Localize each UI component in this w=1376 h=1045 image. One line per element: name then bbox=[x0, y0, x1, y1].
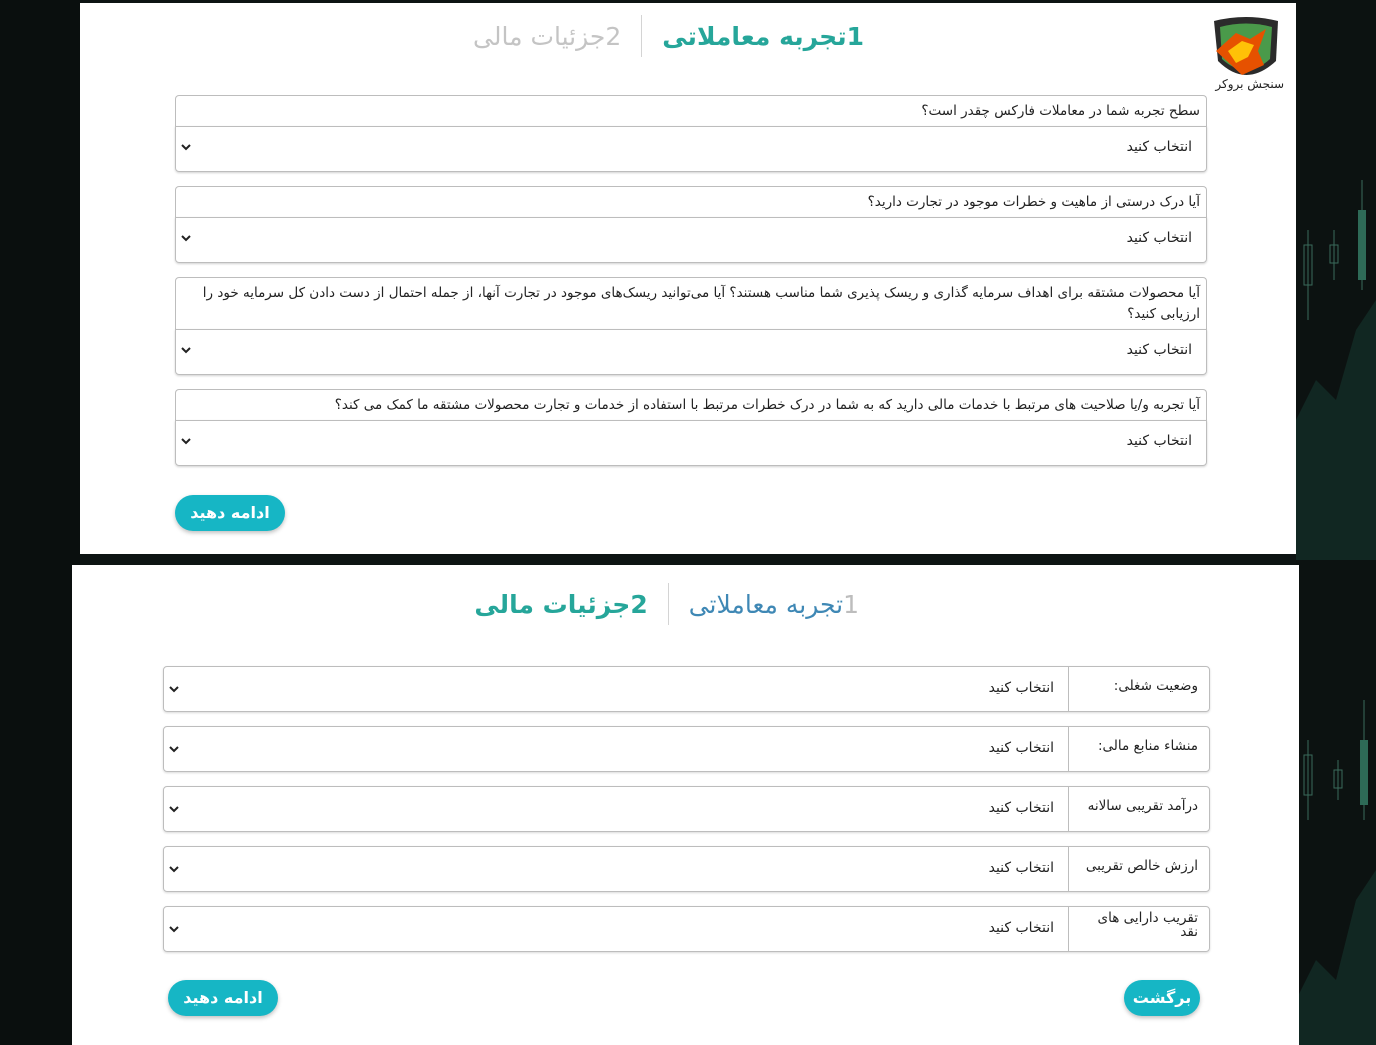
step-indicator bbox=[474, 583, 859, 625]
question-label: آیا تجربه و/یا صلاحیت های مرتبط با خدمات مالی دارید که به شما در درک خطرات مرتبط با استفاده از خدمات و تجارت محصولات مشتقه ما کمک می کند؟ bbox=[175, 389, 1207, 420]
step-financial-details[interactable]: 2جزئیات مالی bbox=[474, 589, 648, 619]
annual-income-select[interactable] bbox=[164, 787, 1068, 831]
forex-experience-select[interactable] bbox=[175, 126, 1207, 172]
field-label: تقریب دارایی های نقد bbox=[1068, 907, 1209, 951]
step-divider bbox=[641, 15, 642, 57]
step-indicator bbox=[473, 15, 864, 57]
select-value: انتخاب کنید bbox=[1126, 342, 1192, 358]
select-value: انتخاب کنید bbox=[1126, 433, 1192, 449]
source-of-funds-select[interactable] bbox=[164, 727, 1068, 771]
chevron-down-icon bbox=[168, 803, 180, 815]
step-trading-experience[interactable]: 1تجربه معاملاتی bbox=[662, 21, 864, 51]
question-label: سطح تجربه شما در معاملات فارکس چقدر است؟ bbox=[175, 95, 1207, 126]
risk-understanding-select[interactable] bbox=[175, 217, 1207, 263]
liquid-assets-select[interactable] bbox=[164, 907, 1068, 951]
back-button[interactable]: برگشت bbox=[1124, 980, 1200, 1016]
select-value: انتخاب کنید bbox=[988, 920, 1054, 936]
field-label: ارزش خالص تقریبی bbox=[1068, 847, 1209, 891]
broker-logo-text: سنجش بروکر bbox=[1215, 77, 1284, 91]
select-value: انتخاب کنید bbox=[988, 860, 1054, 876]
trading-experience-panel bbox=[80, 3, 1296, 554]
select-value: انتخاب کنید bbox=[988, 740, 1054, 756]
background-chart bbox=[1296, 0, 1376, 1045]
field-label: درآمد تقریبی سالانه bbox=[1068, 787, 1209, 831]
step-financial-details[interactable]: 2جزئیات مالی bbox=[473, 21, 622, 51]
step-divider bbox=[668, 583, 669, 625]
chevron-down-icon bbox=[180, 344, 192, 356]
liquid-assets-row bbox=[163, 906, 1210, 952]
chevron-down-icon bbox=[168, 923, 180, 935]
question-label: آیا درک درستی از ماهیت و خطرات موجود در تجارت دارید؟ bbox=[175, 186, 1207, 217]
select-value: انتخاب کنید bbox=[988, 800, 1054, 816]
field-label: وضعیت شغلی: bbox=[1068, 667, 1209, 711]
continue-button[interactable]: ادامه دهید bbox=[175, 495, 285, 531]
background-left bbox=[0, 0, 80, 1045]
chevron-down-icon bbox=[180, 435, 192, 447]
net-worth-row bbox=[163, 846, 1210, 892]
continue-button[interactable]: ادامه دهید bbox=[168, 980, 278, 1016]
derivatives-suitability-select[interactable] bbox=[175, 329, 1207, 375]
select-value: انتخاب کنید bbox=[988, 680, 1054, 696]
chevron-down-icon bbox=[168, 683, 180, 695]
question-derivatives-suitability bbox=[175, 277, 1207, 375]
step-trading-experience[interactable]: 1تجربه معاملاتی bbox=[688, 589, 859, 619]
net-worth-select[interactable] bbox=[164, 847, 1068, 891]
financial-qualification-select[interactable] bbox=[175, 420, 1207, 466]
question-forex-experience bbox=[175, 95, 1207, 172]
question-financial-qualification bbox=[175, 389, 1207, 466]
question-label: آیا محصولات مشتقه برای اهداف سرمایه گذاری و ریسک پذیری شما مناسب هستند؟ آیا می‌توانید ریسک‌های موجود در تجارت آنها، از جمله احتمال از دست دادن کل سرمایه خود را ارزیابی کنید؟ bbox=[175, 277, 1207, 329]
chevron-down-icon bbox=[180, 232, 192, 244]
annual-income-row bbox=[163, 786, 1210, 832]
employment-status-row bbox=[163, 666, 1210, 712]
financial-details-panel bbox=[72, 565, 1299, 1045]
chevron-down-icon bbox=[168, 863, 180, 875]
select-value: انتخاب کنید bbox=[1126, 230, 1192, 246]
chevron-down-icon bbox=[168, 743, 180, 755]
source-of-funds-row bbox=[163, 726, 1210, 772]
employment-status-select[interactable] bbox=[164, 667, 1068, 711]
select-value: انتخاب کنید bbox=[1126, 139, 1192, 155]
question-risk-understanding bbox=[175, 186, 1207, 263]
field-label: منشاء منابع مالی: bbox=[1068, 727, 1209, 771]
chevron-down-icon bbox=[180, 141, 192, 153]
